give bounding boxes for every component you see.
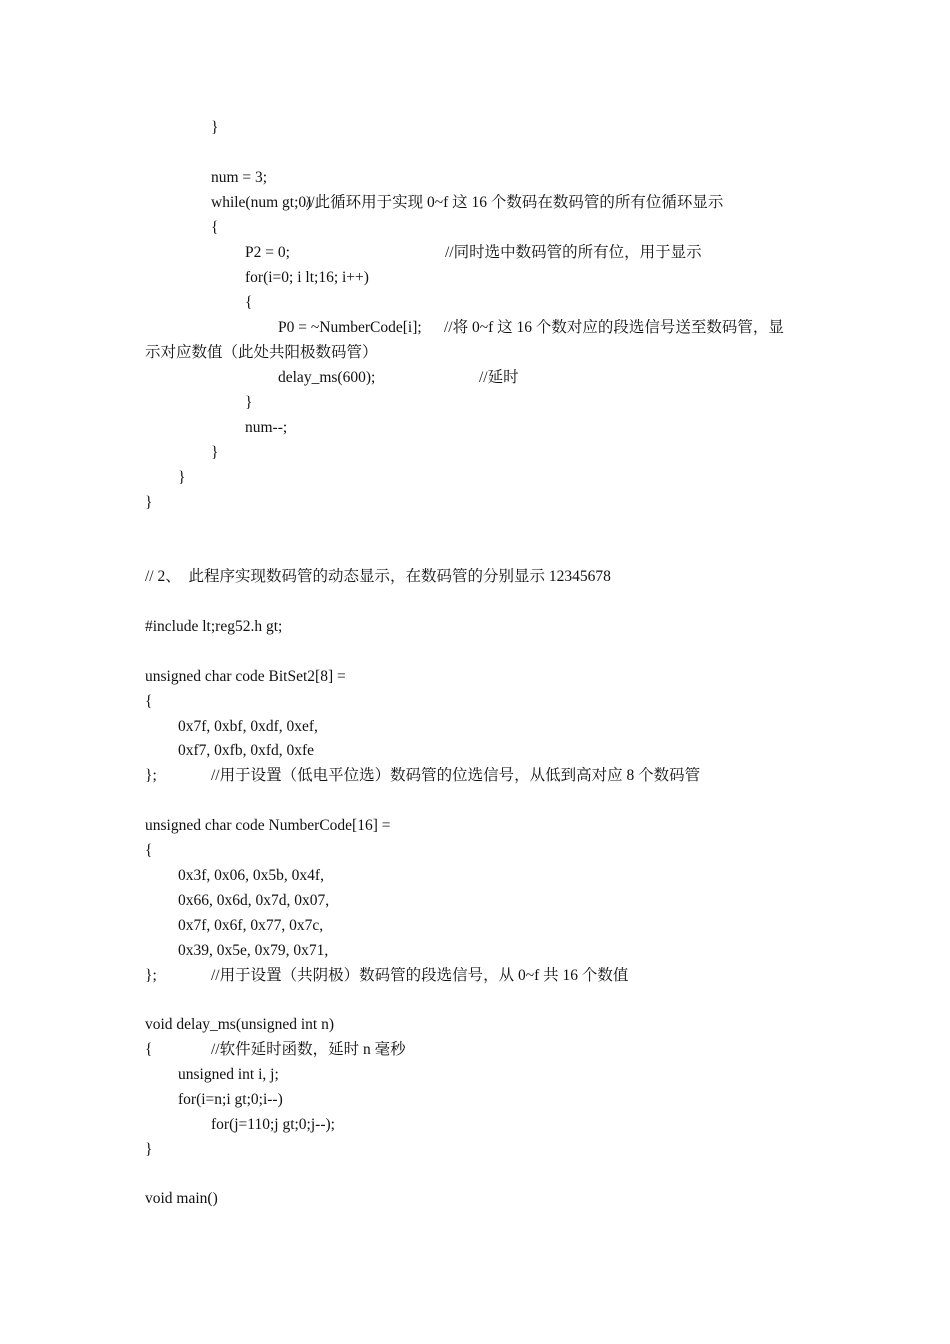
code-comment: //软件延时函数，延时 n 毫秒 xyxy=(211,1041,406,1058)
code-line: { xyxy=(211,219,219,236)
code-line: 0x7f, 0xbf, 0xdf, 0xef, xyxy=(178,718,318,735)
code-line: } xyxy=(178,469,186,486)
code-line: for(i=0; i lt;16; i++) xyxy=(245,269,369,286)
code-line: #include lt;reg52.h gt; xyxy=(145,618,283,635)
code-comment: //同时选中数码管的所有位，用于显示 xyxy=(445,244,702,261)
code-line: P2 = 0; xyxy=(245,244,290,261)
code-line: } xyxy=(245,394,253,411)
code-line: for(j=110;j gt;0;j--); xyxy=(211,1116,335,1133)
code-line: } xyxy=(211,119,219,136)
code-line: unsigned char code NumberCode[16] = xyxy=(145,817,391,834)
code-line: { xyxy=(245,294,253,311)
code-line: P0 = ~NumberCode[i]; xyxy=(278,319,422,336)
code-line: unsigned char code BitSet2[8] = xyxy=(145,668,346,685)
code-comment: //将 0~f 这 16 个数对应的段选信号送至数码管，显 xyxy=(444,319,784,336)
code-comment: //延时 xyxy=(479,369,519,386)
code-line: } xyxy=(211,444,219,461)
code-line: 0x7f, 0x6f, 0x77, 0x7c, xyxy=(178,917,324,934)
code-comment: 示对应数值（此处共阳极数码管） xyxy=(145,344,378,361)
code-line: 0x66, 0x6d, 0x7d, 0x07, xyxy=(178,892,330,909)
code-line: { xyxy=(145,842,153,859)
code-comment: //用于设置（低电平位选）数码管的位选信号，从低到高对应 8 个数码管 xyxy=(211,767,701,784)
code-line: { xyxy=(145,1041,153,1058)
code-line: unsigned int i, j; xyxy=(178,1066,279,1083)
code-comment: //此循环用于实现 0~f 这 16 个数码在数码管的所有位循环显示 xyxy=(306,194,724,211)
code-comment: //用于设置（共阴极）数码管的段选信号，从 0~f 共 16 个数值 xyxy=(211,967,629,984)
code-line: } xyxy=(145,494,153,511)
code-line: } xyxy=(145,1141,153,1158)
code-line: while(num gt;0) xyxy=(211,194,312,211)
code-line: 0xf7, 0xfb, 0xfd, 0xfe xyxy=(178,742,315,759)
code-line: for(i=n;i gt;0;i--) xyxy=(178,1091,283,1108)
code-line: delay_ms(600); xyxy=(278,369,376,386)
code-line: 0x3f, 0x06, 0x5b, 0x4f, xyxy=(178,867,324,884)
code-line: void delay_ms(unsigned int n) xyxy=(145,1016,334,1033)
code-line: }; xyxy=(145,967,157,984)
code-line: 0x39, 0x5e, 0x79, 0x71, xyxy=(178,942,329,959)
code-line: void main() xyxy=(145,1190,218,1207)
section-heading-comment: // 2、 此程序实现数码管的动态显示，在数码管的分别显示 12345678 xyxy=(145,568,611,585)
code-line: num = 3; xyxy=(211,169,268,186)
code-line: { xyxy=(145,693,153,710)
code-line: num--; xyxy=(245,419,288,436)
code-line: }; xyxy=(145,767,157,784)
